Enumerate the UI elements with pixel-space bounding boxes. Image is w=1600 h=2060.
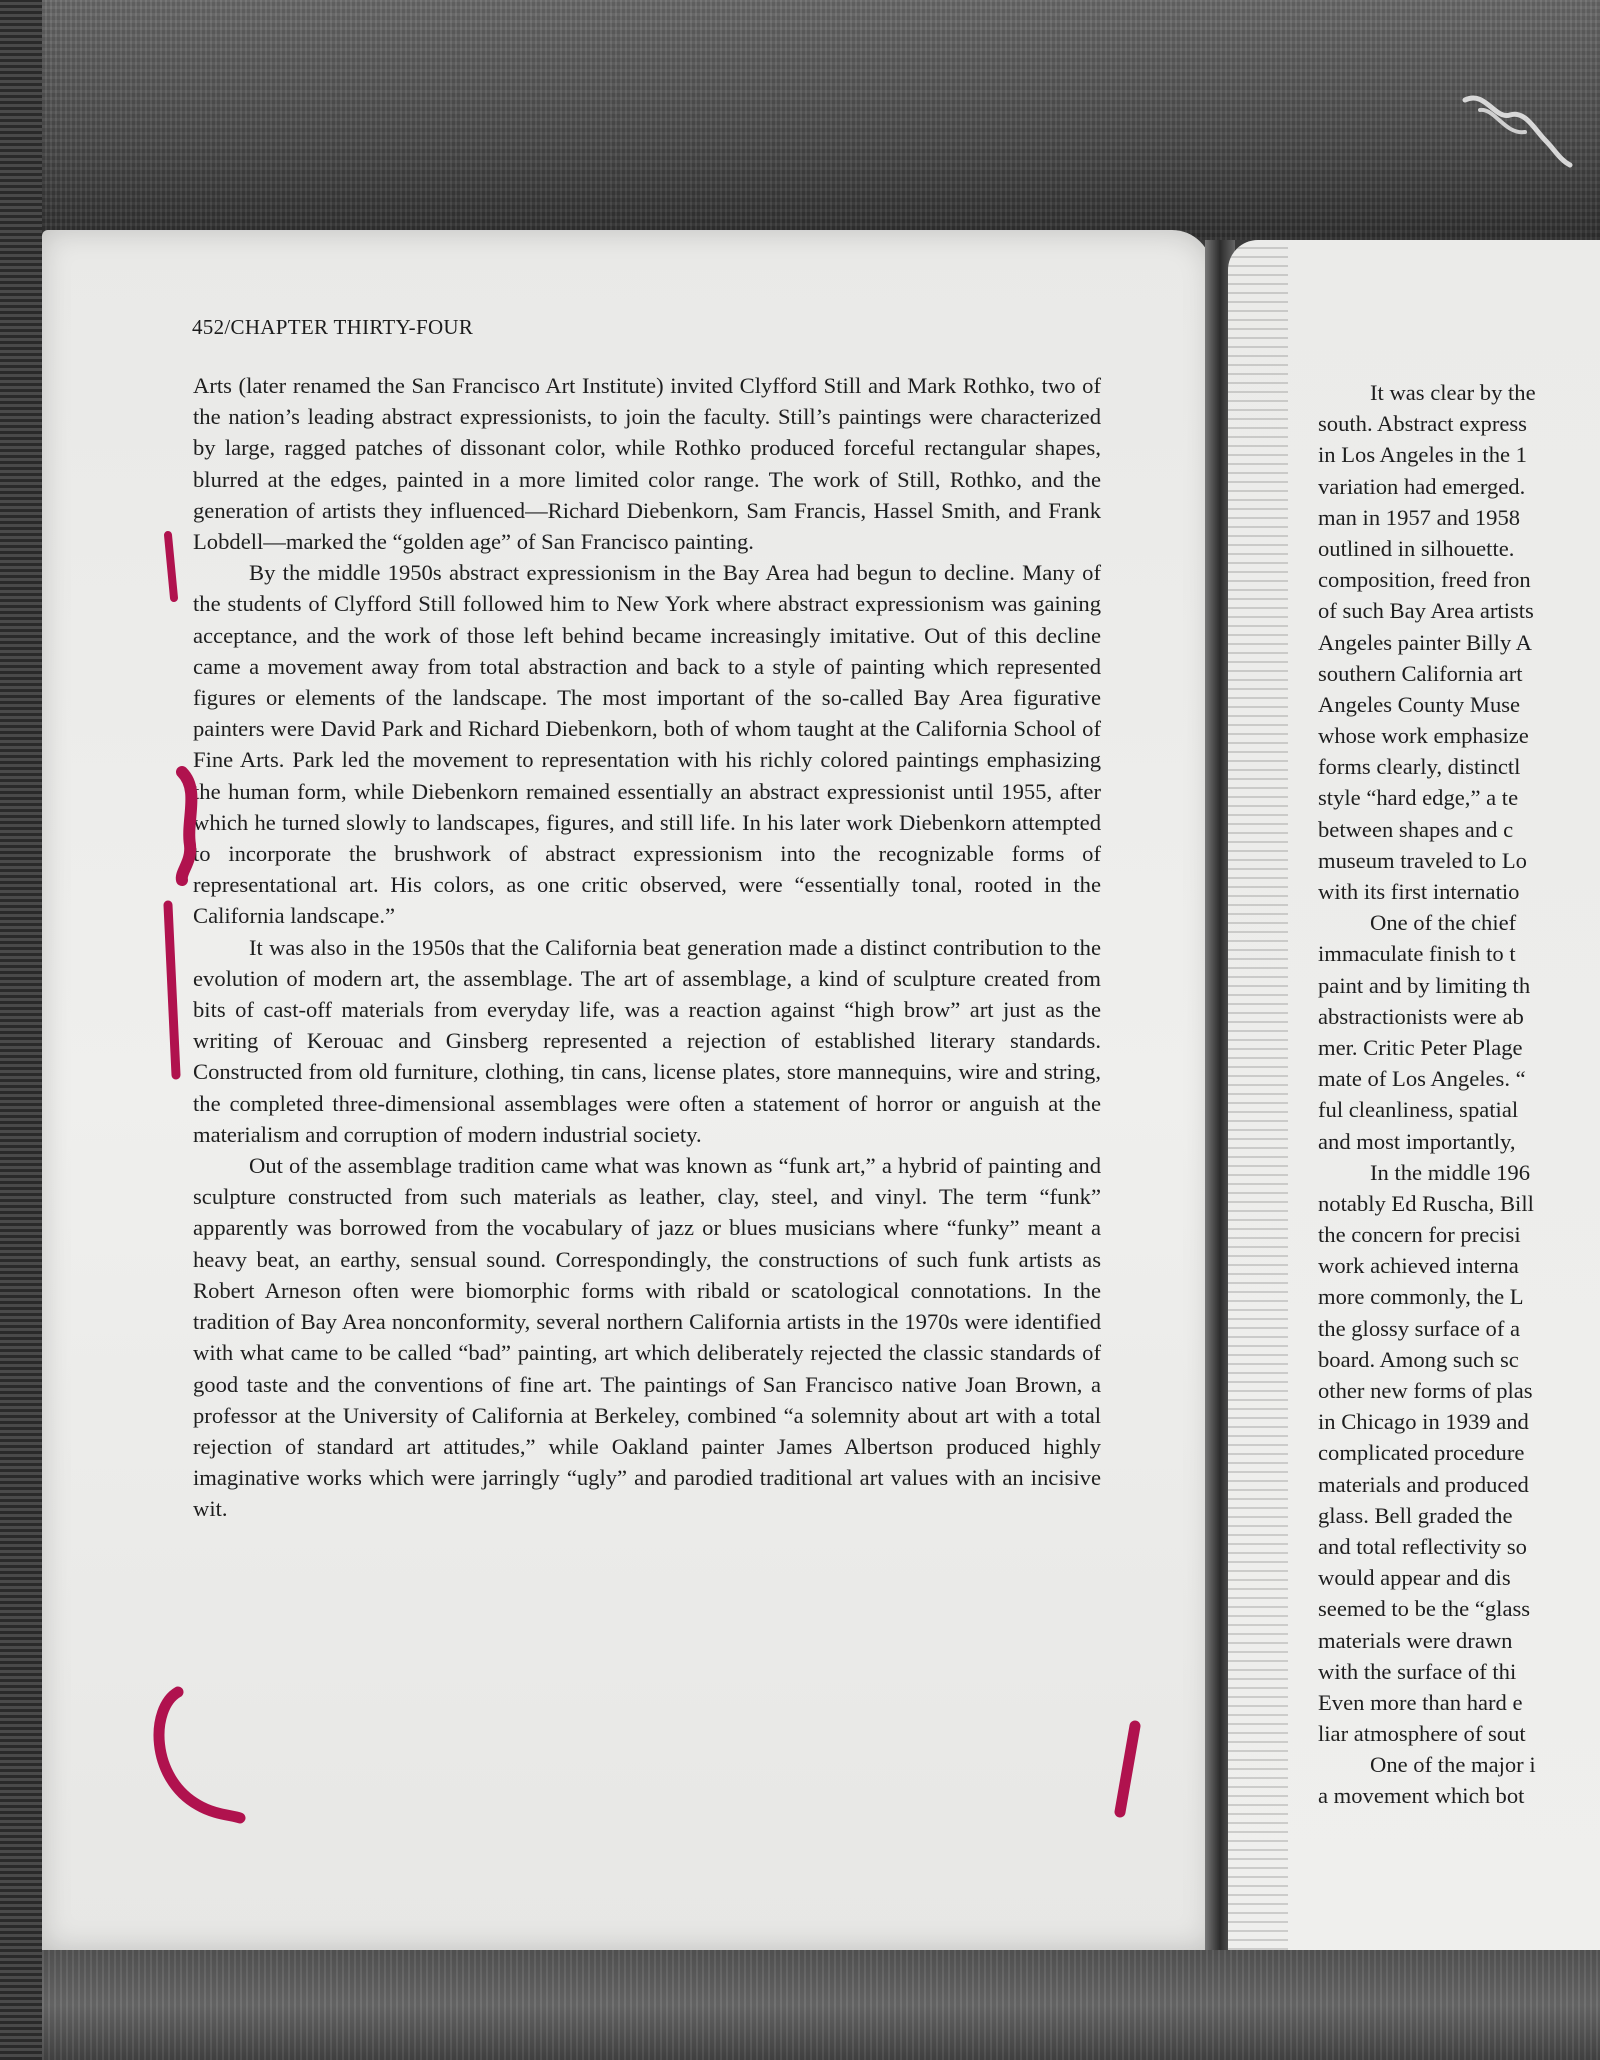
right-page-line: and most importantly,	[1318, 1128, 1516, 1154]
right-page-line: the concern for precisi	[1318, 1222, 1521, 1248]
right-page-line: between shapes and c	[1318, 816, 1514, 842]
running-head: 452/CHAPTER THIRTY-FOUR	[192, 315, 474, 339]
right-page-line: materials and produced	[1318, 1471, 1529, 1497]
right-page-line: whose work emphasize	[1318, 723, 1529, 749]
right-page-line: with its first internatio	[1318, 879, 1520, 904]
right-page-line: would appear and dis	[1318, 1565, 1511, 1591]
right-page-line: notably Ed Ruscha, Bill	[1318, 1190, 1534, 1216]
scan-background-top	[0, 0, 1600, 240]
right-page-line: of such Bay Area artists	[1318, 598, 1534, 624]
right-page-line: and total reflectivity so	[1318, 1533, 1527, 1559]
right-page-line: composition, freed fron	[1318, 567, 1531, 593]
right-page-line: ful cleanliness, spatial	[1318, 1097, 1519, 1123]
right-page-line: work achieved interna	[1318, 1253, 1519, 1279]
corner-scribble-icon	[1455, 80, 1575, 170]
right-page-line: One of the major i	[1370, 1752, 1536, 1778]
paragraph: It was also in the 1950s that the California beat generation made a distinct contribution to the evolution of modern art, the assemblage. The art of assemblage, a kind of sculpture created from bits of cast-off materials from everyday life, was a reaction against “high brow” art just as the writing of Kerouac and Ginsberg represented a rejection of established literary standards. Constructed from old furniture, clothing, tin cans, license plates, store mannequins, wire and string, the completed three-dimensional assemblages were often a statement of horror or anguish at the materialism and corruption of modern industrial society.	[193, 934, 1101, 1147]
right-page-line: It was clear by the	[1370, 380, 1536, 405]
right-page-line: museum traveled to Lo	[1318, 847, 1527, 873]
right-page-line: variation had emerged.	[1318, 473, 1526, 499]
right-page-line: Angeles County Muse	[1318, 691, 1521, 717]
right-page-line: the glossy surface of a	[1318, 1315, 1521, 1341]
right-page-line: Angeles painter Billy A	[1318, 629, 1532, 655]
right-page-line: south. Abstract express	[1318, 411, 1527, 437]
right-page-line: In the middle 196	[1370, 1159, 1531, 1185]
right-page-line: southern California art	[1318, 660, 1523, 686]
scan-background-bottom	[0, 1950, 1600, 2060]
paragraph: Arts (later renamed the San Francisco Art Institute) invited Clyfford Still and Mark Rothko, two of the nation’s leading abstract expressionists, to join the faculty. Still’s paintings were characterized by large, ragged patches of dissonant color, while Rothko produced forceful rectangular shapes, blurred at the edges, painted in a more limited color range. The work of Still, Rothko, and the generation of artists they influenced—Richard Diebenkorn, Sam Francis, Hassel Smith, and Frank Lobdell—marked the “golden age” of San Francisco painting.	[193, 373, 1101, 555]
right-page-line: style “hard edge,” a te	[1318, 785, 1519, 811]
right-page-line: immaculate finish to t	[1318, 941, 1516, 967]
paragraph: Out of the assemblage tradition came what was known as “funk art,” a hybrid of painting and sculpture constructed from such materials as leather, clay, steel, and vinyl. The term “funk” apparently was borrowed from the vocabulary of jazz or blues musicians where “funky” meant a heavy beat, an earthy, sensual sound. Correspondingly, the constructions of such funk artists as Robert Arneson often were biomorphic forms with ribald or scatological connotations. In the tradition of Bay Area nonconformity, several northern California artists in the 1970s were identified with what came to be called “bad” painting, art which deliberately rejected the classic standards of good taste and the conventions of fine art. The paintings of San Francisco native Joan Brown, a professor at the University of California at Berkeley, combined “a solemnity about art with a total rejection of standard art attitudes,” while Oakland painter James Albertson produced highly imaginative works which were jarringly “ugly” and parodied traditional art values with an incisive wit.	[193, 1153, 1101, 1522]
right-page-line: with the surface of thi	[1318, 1658, 1517, 1684]
paragraph: By the middle 1950s abstract expressionism in the Bay Area had begun to decline. Many of the students of Clyfford Still followed him to New York where abstract expressionism was gaining acceptance, and the work of those left behind became increasingly imitative. Out of this decline came a movement away from total abstraction and back to a style of painting which represented figures or elements of the landscape. The most important of the so-called Bay Area figurative painters were David Park and Richard Diebenkorn, both of whom taught at the California School of Fine Arts. Park led the movement to representation with his richly colored paintings emphasizing the human form, while Diebenkorn remained essentially an abstract expressionist until 1955, after which he turned slowly to landscapes, figures, and still life. In his later work Diebenkorn attempted to incorporate the brushwork of abstract expressionism into the recognizable forms of representational art. His colors, as one critic observed, were “essentially tonal, rooted in the California landscape.”	[193, 560, 1101, 929]
left-page-body	[193, 370, 1101, 1525]
right-page-line: outlined in silhouette.	[1318, 535, 1515, 561]
right-page-line: complicated procedure	[1318, 1440, 1525, 1466]
right-page-line: materials were drawn	[1318, 1627, 1513, 1653]
right-page-line: liar atmosphere of sout	[1318, 1721, 1526, 1747]
right-page-line: in Los Angeles in the 1	[1318, 442, 1527, 468]
right-page-line: abstractionists were ab	[1318, 1003, 1524, 1029]
right-page-line: board. Among such sc	[1318, 1346, 1519, 1372]
right-page-line: forms clearly, distinctl	[1318, 754, 1521, 780]
right-page-line: One of the chief	[1370, 910, 1517, 936]
right-page-line: paint and by limiting th	[1318, 972, 1531, 998]
right-page-line: other new forms of plas	[1318, 1378, 1533, 1403]
right-page-line: mate of Los Angeles. “	[1318, 1066, 1526, 1092]
right-page-line: a movement which bot	[1318, 1783, 1525, 1809]
right-page-column	[1318, 377, 1600, 1812]
right-page-line: more commonly, the L	[1318, 1284, 1524, 1310]
right-page-line: glass. Bell graded the	[1318, 1502, 1513, 1528]
right-page-line: Even more than hard e	[1318, 1689, 1523, 1715]
right-page-line: in Chicago in 1939 and	[1318, 1409, 1529, 1435]
right-page-line: man in 1957 and 1958	[1318, 504, 1521, 530]
right-page-line: mer. Critic Peter Plage	[1318, 1034, 1523, 1060]
scan-edge-left	[0, 0, 42, 2060]
right-page-line: seemed to be the “glass	[1318, 1596, 1531, 1622]
